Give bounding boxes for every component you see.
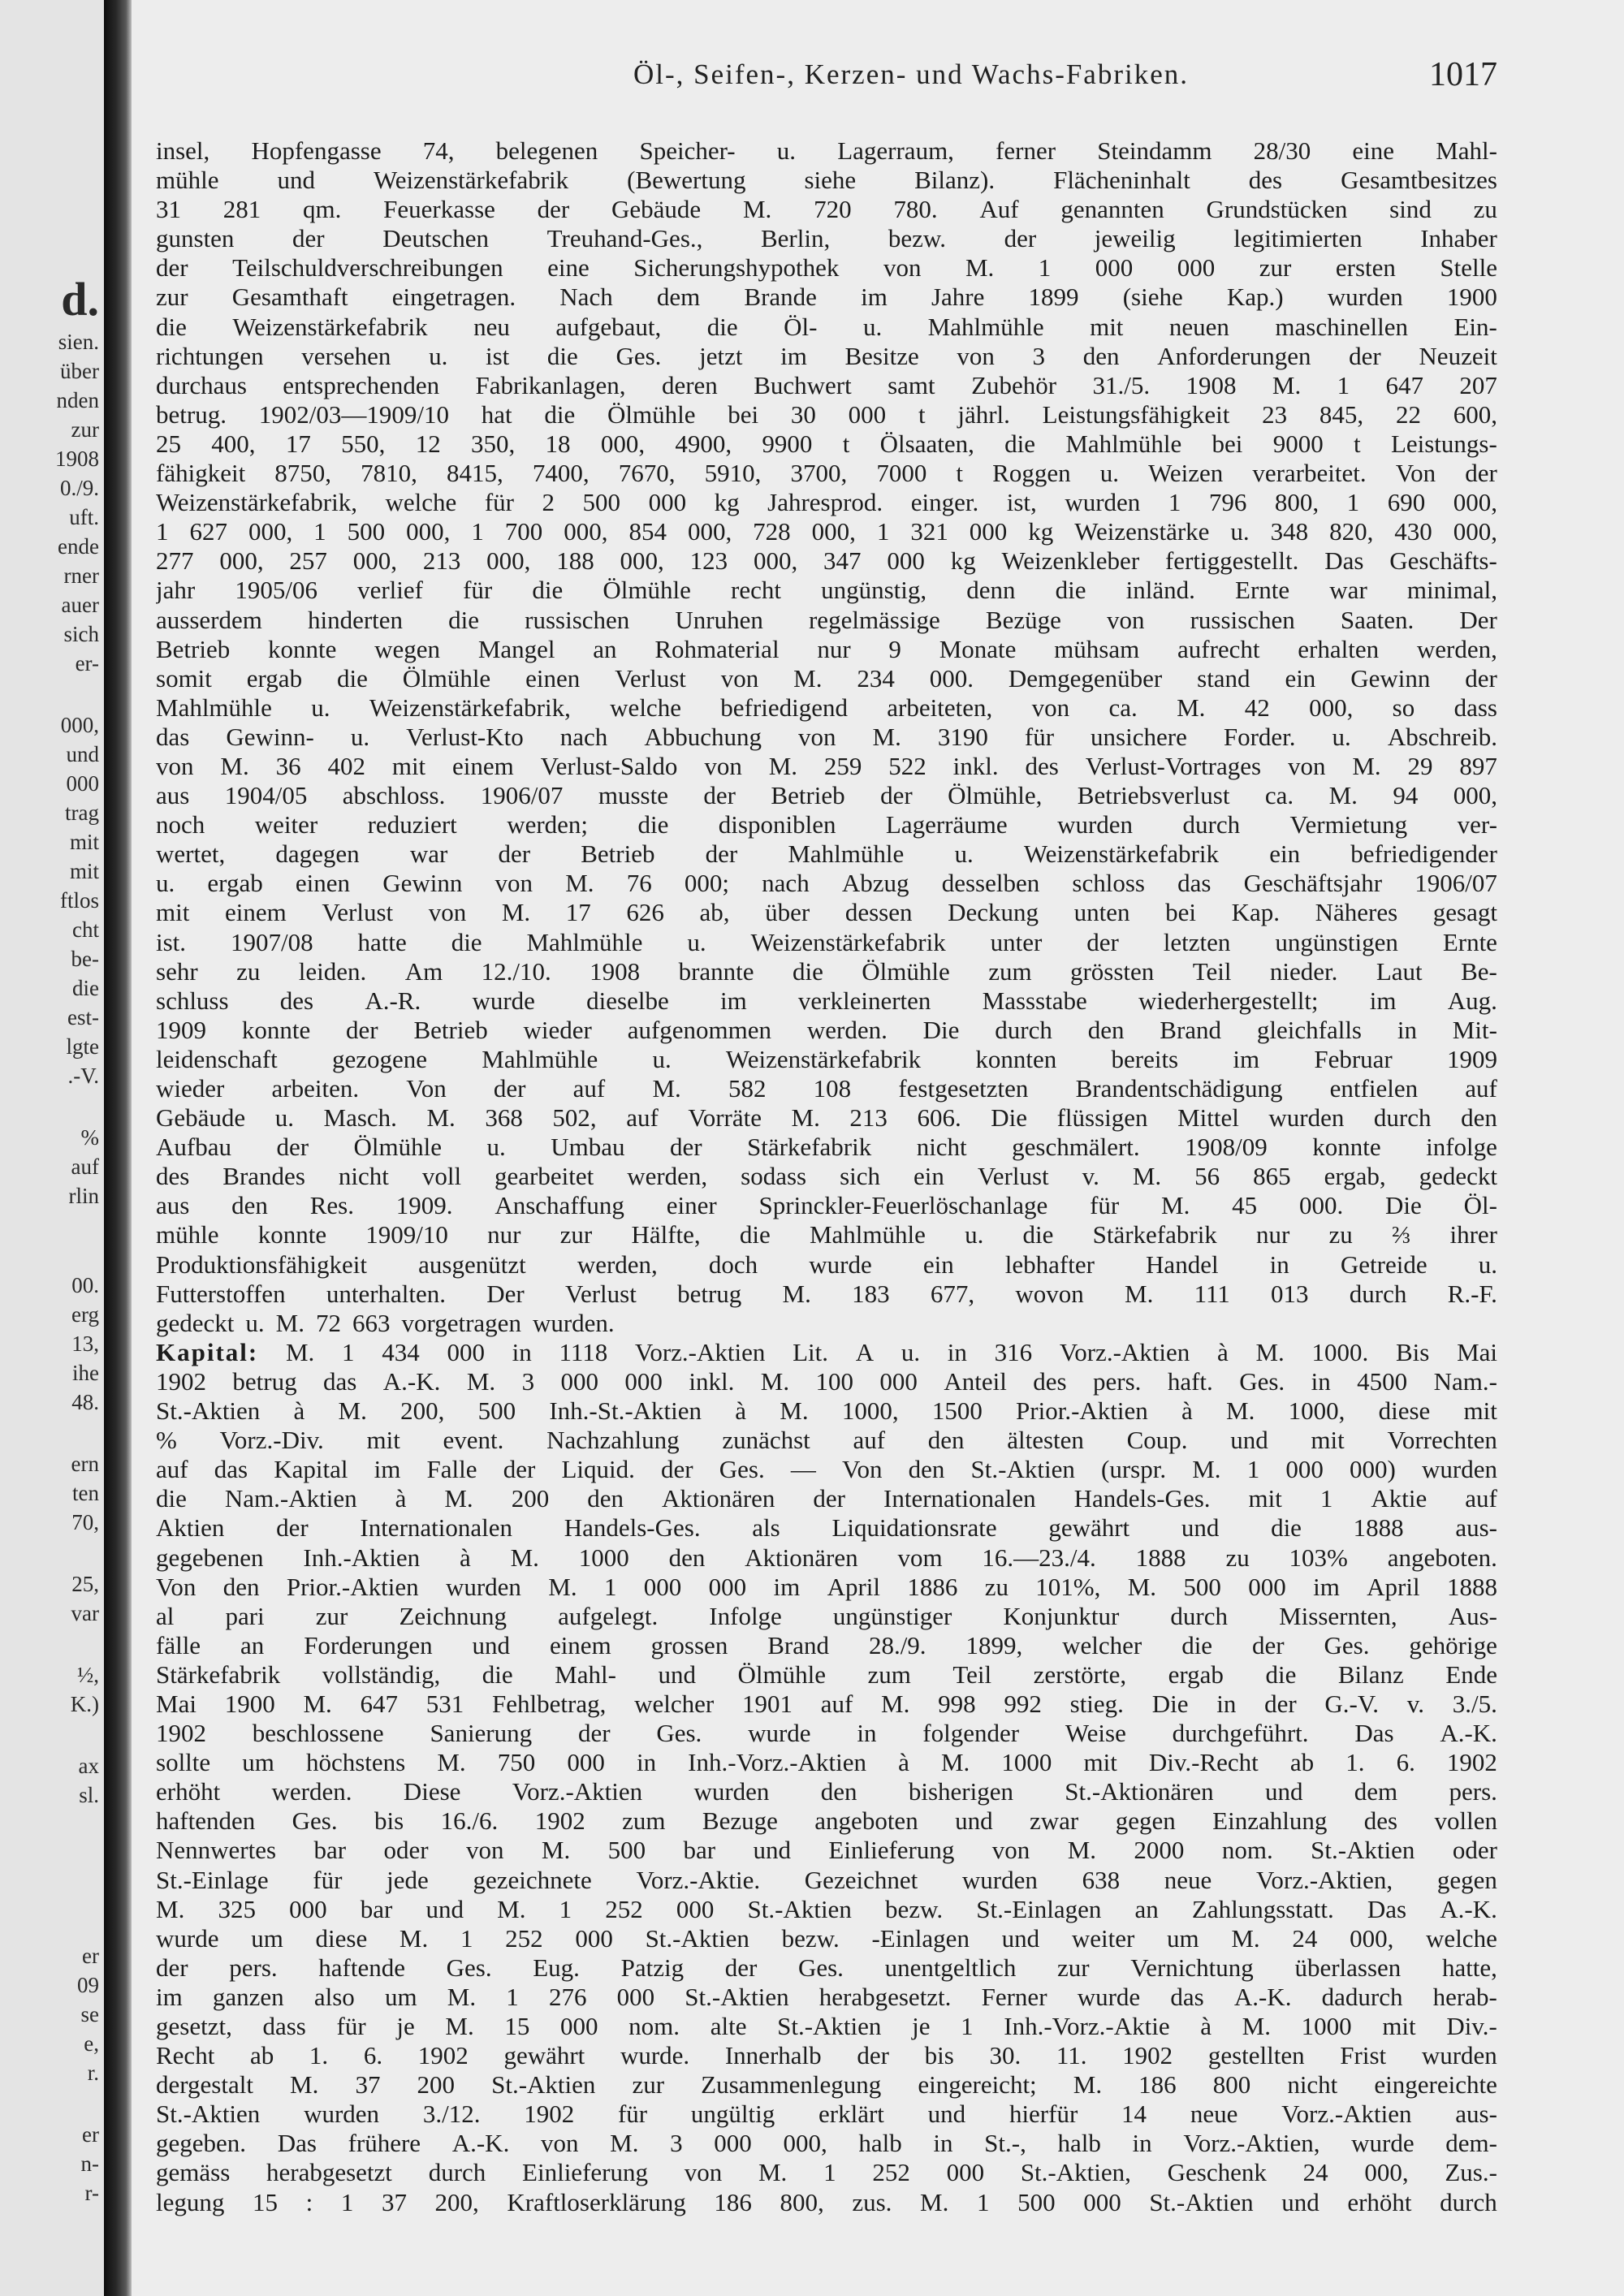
text-line: gegebenen Inh.-Aktien à M. 1000 den Aktionären vom 16.—23./4. 1888 zu 103% angeboten. [156,1543,1497,1572]
text-line: aus den Res. 1909. Anschaffung einer Sprinckler-Feuerlöschanlage für M. 45 000. Die Öl- [156,1191,1497,1220]
text-line: Aufbau der Ölmühle u. Umbau der Stärkefabrik nicht geschmälert. 1908/09 konnte infolge [156,1133,1497,1162]
left-page-fragment: se [80,2002,99,2026]
text-line: mit einem Verlust von M. 17 626 ab, über dessen Deckung unten bei Kap. Näheres gesagt [156,898,1497,927]
text-line: Produktionsfähigkeit ausgenützt werden, doch wurde ein lebhafter Handel in Getreide u. [156,1249,1497,1279]
text-line: dergestalt M. 37 200 St.-Aktien zur Zusammenlegung eingereicht; M. 186 800 nicht eingereichte [156,2070,1497,2100]
text-line: auf das Kapital im Falle der Liquid. der Ges. — Von den St.-Aktien (urspr. M. 1 000 000) wurden [156,1455,1497,1484]
left-page-fragment: er [82,2122,99,2147]
left-page-fragment: est- [67,1005,99,1029]
left-page-fragment: 09 [77,1973,99,1997]
text-line: gegeben. Das frühere A.-K. von M. 3 000 000, halb in St.-, halb in Vorz.-Aktien, wurde dem- [156,2129,1497,2158]
left-page-fragment: auer [61,593,99,617]
page [132,0,1624,2296]
text-line: zur Gesamthaft eingetragen. Nach dem Brande im Jahre 1899 (siehe Kap.) wurden 1900 [156,283,1497,312]
text-line: erhöht werden. Diese Vorz.-Aktien wurden den bisherigen St.-Aktionären und dem pers. [156,1777,1497,1806]
left-page-fragment: 00. [71,1273,99,1297]
left-page-fragment: ftlos [59,888,99,913]
text-line: St.-Einlage für jede gezeichnete Vorz.-Aktie. Gezeichnet wurden 638 neue Vorz.-Aktien, gegen [156,1865,1497,1894]
left-page-fragment: mit [69,830,99,854]
left-page-fragment: % [80,1125,99,1150]
left-page-fragment: die [72,976,99,1000]
text-line: durchaus entsprechenden Fabrikanlagen, deren Buchwert samt Zubehör 31./5. 1908 M. 1 647 207 [156,370,1497,399]
left-page-fragment: lgte [66,1034,99,1059]
text-line: 277 000, 257 000, 213 000, 188 000, 123 000, 347 000 kg Weizenkleber fertiggestellt. Das Geschäfts- [156,546,1497,576]
text-line: 1902 beschlossene Sanierung der Ges. wurde in folgender Weise durchgeführt. Das A.-K. [156,1719,1497,1748]
text-line: richtungen versehen u. ist die Ges. jetzt im Besitze von 3 den Anforderungen der Neuzeit [156,341,1497,370]
left-page-fragment: ende [58,534,99,559]
text-line: 1 627 000, 1 500 000, 1 700 000, 854 000, 728 000, 1 321 000 kg Weizenstärke u. 348 820, 430 000, [156,517,1497,546]
body-text [156,136,1497,2217]
book-gutter-shadow [104,0,132,2296]
left-page-fragment: be- [71,947,99,971]
left-page-fragment: ten [72,1481,99,1505]
text-line: aus 1904/05 abschloss. 1906/07 musste der Betrieb der Ölmühle, Betriebsverlust ca. M. 94 000, [156,781,1497,810]
text-line: gemäss herabgesetzt durch Einlieferung von M. 1 252 000 St.-Aktien, Geschenk 24 000, Zus.- [156,2158,1497,2187]
left-page-fragment: var [71,1601,99,1625]
text-line: insel, Hopfengasse 74, belegenen Speicher- u. Lagerraum, ferner Steindamm 28/30 eine Mahl- [156,136,1497,165]
text-line: Futterstoffen unterhalten. Der Verlust betrug M. 183 677, wovon M. 111 013 durch R.-F. [156,1279,1497,1308]
left-page-fragment: über [60,359,99,383]
left-page-fragment: mit [69,859,99,883]
left-page-fragment: e, [84,2031,99,2056]
left-page-fragment: rlin [68,1184,99,1208]
running-head: Öl-, Seifen-, Kerzen- und Wachs-Fabriken. [633,58,1190,90]
text-line: sollte um höchstens M. 750 000 in Inh.-Vorz.-Aktien à M. 1000 mit Div.-Recht ab 1. 6. 1902 [156,1748,1497,1777]
left-page-fragment: n- [80,2151,99,2176]
text-line: 1902 betrug das A.-K. M. 3 000 000 inkl. M. 100 000 Anteil des pers. haft. Ges. in 4500 Nam.- [156,1366,1497,1396]
text-line: 31 281 qm. Feuerkasse der Gebäude M. 720 780. Auf genannten Grundstücken sind zu [156,195,1497,224]
left-page-fragment: r. [87,2061,99,2085]
left-page-fragment: ihe [72,1361,99,1385]
left-page-fragment: 48. [71,1390,99,1414]
text-line: haftenden Ges. bis 16./6. 1902 zum Bezuge angeboten und zwar gegen Einzahlung des vollen [156,1806,1497,1836]
left-page-fragment: ax [78,1754,99,1778]
left-page-fragment: ½, [77,1663,99,1687]
text-line: Mahlmühle u. Weizenstärkefabrik, welche befriedigend arbeiteten, von ca. M. 42 000, so dass [156,693,1497,722]
left-page-fragment: und [66,742,99,766]
text-line: ausserdem hinderten die russischen Unruhen regelmässige Bezüge von russischen Saaten. Der [156,605,1497,634]
left-page-fragment: sien. [58,330,99,354]
left-page-fragment: sl. [79,1783,99,1807]
text-line: fälle an Forderungen und einem grossen Brand 28./9. 1899, welcher die der Ges. gehörige [156,1630,1497,1659]
text-line: somit ergab die Ölmühle einen Verlust von M. 234 000. Demgegenüber stand ein Gewinn der [156,663,1497,693]
text-line: Mai 1900 M. 647 531 Fehlbetrag, welcher 1901 auf M. 998 992 stieg. Die in der G.-V. v. 3./5. [156,1689,1497,1718]
text-line: schluss des A.-R. wurde dieselbe im verkleinerten Massstabe wiederhergestellt; im Aug. [156,986,1497,1015]
text-line: al pari zur Zeichnung aufgelegt. Infolge ungünstiger Konjunktur durch Missernten, Aus- [156,1601,1497,1630]
text-line: % Vorz.-Div. mit event. Nachzahlung zunächst auf den ältesten Coup. und mit Vorrechten [156,1426,1497,1455]
text-line: St.-Aktien à M. 200, 500 Inh.-St.-Aktien à M. 1000, 1500 Prior.-Aktien à M. 1000, diese mit [156,1396,1497,1426]
left-page-fragment: rner [63,563,99,588]
text-line: wieder arbeiten. Von der auf M. 582 108 festgesetzten Brandentschädigung entfielen auf [156,1074,1497,1103]
text-line: 1909 konnte der Betrieb wieder aufgenommen werden. Die durch den Brand gleichfalls in Mit- [156,1015,1497,1044]
left-page-fragment-strip [0,0,104,2296]
text-line: Gebäude u. Masch. M. 368 502, auf Vorräte M. 213 606. Die flüssigen Mittel wurden durch den [156,1103,1497,1133]
left-page-fragment: er [82,1944,99,1968]
page-number: 1017 [1429,56,1497,93]
left-page-fragment: auf [71,1154,99,1179]
text-line: mühle und Weizenstärkefabrik (Bewertung siehe Bilanz). Flächeninhalt des Gesamtbesitzes [156,166,1497,195]
left-page-fragment: d. [61,273,99,326]
text-line: gesetzt, dass für je M. 15 000 nom. alte St.-Aktien je 1 Inh.-Vorz.-Aktie à M. 1000 mit Div.- [156,2012,1497,2040]
text-line: die Nam.-Aktien à M. 200 den Aktionären der Internationalen Handels-Ges. mit 1 Aktie auf [156,1484,1497,1513]
left-page-fragment: 70, [71,1510,99,1534]
text-line: jahr 1905/06 verlief für die Ölmühle recht ungünstig, denn die inländ. Ernte war minimal, [156,576,1497,605]
text-line: im ganzen also um M. 1 276 000 St.-Aktien herabgesetzt. Ferner wurde das A.-K. dadurch herab- [156,1982,1497,2011]
text-line: Von den Prior.-Aktien wurden M. 1 000 000 im April 1886 zu 101%, M. 500 000 im April 1888 [156,1572,1497,1601]
text-line: gedeckt u. M. 72 663 vorgetragen wurden. [156,1308,615,1337]
left-page-fragment: 25, [71,1572,99,1596]
text-line: betrug. 1902/03—1909/10 hat die Ölmühle bei 30 000 t jährl. Leistungsfähigkeit 23 845, 22 600, [156,399,1497,429]
left-page-fragment: 000 [66,771,99,796]
left-page-fragment: 0./9. [59,476,99,500]
left-page-fragment: sich [63,622,99,646]
text-line: legung 15 : 1 37 200, Kraftloserklärung 186 800, zus. M. 1 500 000 St.-Aktien und erhöht durch [156,2187,1497,2216]
left-page-fragment: 1908 [55,447,99,471]
text-line: M. 325 000 bar und M. 1 252 000 St.-Aktien bezw. St.-Einlagen an Zahlungsstatt. Das A.-K. [156,1894,1497,1923]
text-line: gunsten der Deutschen Treuhand-Ges., Berlin, bezw. der jeweilig legitimierten Inhaber [156,224,1497,253]
text-line: Nennwertes bar oder von M. 500 bar und Einlieferung von M. 2000 nom. St.-Aktien oder [156,1836,1497,1865]
text-line: St.-Aktien wurden 3./12. 1902 für ungültig erklärt und hierfür 14 neue Vorz.-Aktien aus- [156,2100,1497,2129]
text-line: 25 400, 17 550, 12 350, 18 000, 4900, 9900 t Ölsaaten, die Mahlmühle bei 9000 t Leistungs- [156,429,1497,458]
text-line: der Teilschuldverschreibungen eine Sicherungshypothek von M. 1 000 000 zur ersten Stelle [156,253,1497,283]
left-page-fragment: r- [84,2181,99,2205]
left-page-fragment: erg [71,1302,99,1327]
text-line: die Weizenstärkefabrik neu aufgebaut, die Öl- u. Mahlmühle mit neuen maschinellen Ein- [156,312,1497,341]
text-line: Weizenstärkefabrik, welche für 2 500 000 kg Jahresprod. einger. ist, wurden 1 796 800, 1 690 000, [156,488,1497,517]
text-line: wertet, dagegen war der Betrieb der Mahlmühle u. Weizenstärkefabrik ein befriedigender [156,839,1497,869]
left-page-fragment: K.) [70,1692,99,1716]
left-page-fragment: ern [71,1452,99,1476]
left-page-fragment: uft. [69,505,99,529]
left-page-fragment: trag [65,801,99,825]
text-line: das Gewinn- u. Verlust-Kto nach Abbuchung von M. 3190 für unsichere Forder. u. Abschreib. [156,722,1497,751]
text-line: Betrieb konnte wegen Mangel an Rohmaterial nur 9 Monate mühsam aufrecht erhalten werden, [156,634,1497,663]
text-line: u. ergab einen Gewinn von M. 76 000; nach Abzug desselben schloss das Geschäftsjahr 1906/07 [156,869,1497,898]
left-page-fragment: .-V. [67,1064,99,1088]
text-line: Aktien der Internationalen Handels-Ges. als Liquidationsrate gewährt und die 1888 aus- [156,1513,1497,1543]
left-page-fragment: 000, [60,713,99,737]
text-line: leidenschaft gezogene Mahlmühle u. Weizenstärkefabrik konnten bereits im Februar 1909 [156,1044,1497,1073]
left-page-fragment: nden [56,388,99,412]
text-line: der pers. haftende Ges. Eug. Patzig der Ges. unentgeltlich zur Vernichtung überlassen hatte, [156,1953,1497,1982]
text-line: ist. 1907/08 hatte die Mahlmühle u. Weizenstärkefabrik unter der letzten ungünstigen Ernte [156,927,1497,956]
text-line: noch weiter reduziert werden; die disponiblen Lagerräume wurden durch Vermietung ver- [156,810,1497,839]
text-line: fähigkeit 8750, 7810, 8415, 7400, 7670, 5910, 3700, 7000 t Roggen u. Weizen verarbeitet. Von der [156,459,1497,488]
text-line: Recht ab 1. 6. 1902 gewährt wurde. Innerhalb der bis 30. 11. 1902 gestellten Frist wurden [156,2041,1497,2070]
left-page-fragment: 13, [71,1331,99,1356]
text-line: wurde um diese M. 1 252 000 St.-Aktien bezw. -Einlagen und weiter um M. 24 000, welche [156,1923,1497,1953]
text-line: sehr zu leiden. Am 12./10. 1908 brannte die Ölmühle zum grössten Teil nieder. Laut Be- [156,956,1497,986]
text-line: Stärkefabrik vollständig, die Mahl- und Ölmühle zum Teil zerstörte, ergab die Bilanz Ende [156,1659,1497,1689]
left-page-fragment: er- [75,651,99,675]
text-line: mühle konnte 1909/10 nur zur Hälfte, die Mahlmühle u. die Stärkefabrik nur zu ⅔ ihrer [156,1220,1497,1249]
text-line: Kapital: M. 1 434 000 in 1118 Vorz.-Aktien Lit. A u. in 316 Vorz.-Aktien à M. 1000. Bis Mai [156,1337,1497,1366]
left-page-fragment: cht [72,917,99,942]
text-line: von M. 36 402 mit einem Verlust-Saldo von M. 259 522 inkl. des Verlust-Vortrages von M. 29 897 [156,751,1497,780]
left-page-fragment: zur [71,417,99,442]
text-line: des Brandes nicht voll gearbeitet werden, sodass sich ein Verlust v. M. 56 865 ergab, gedeckt [156,1162,1497,1191]
